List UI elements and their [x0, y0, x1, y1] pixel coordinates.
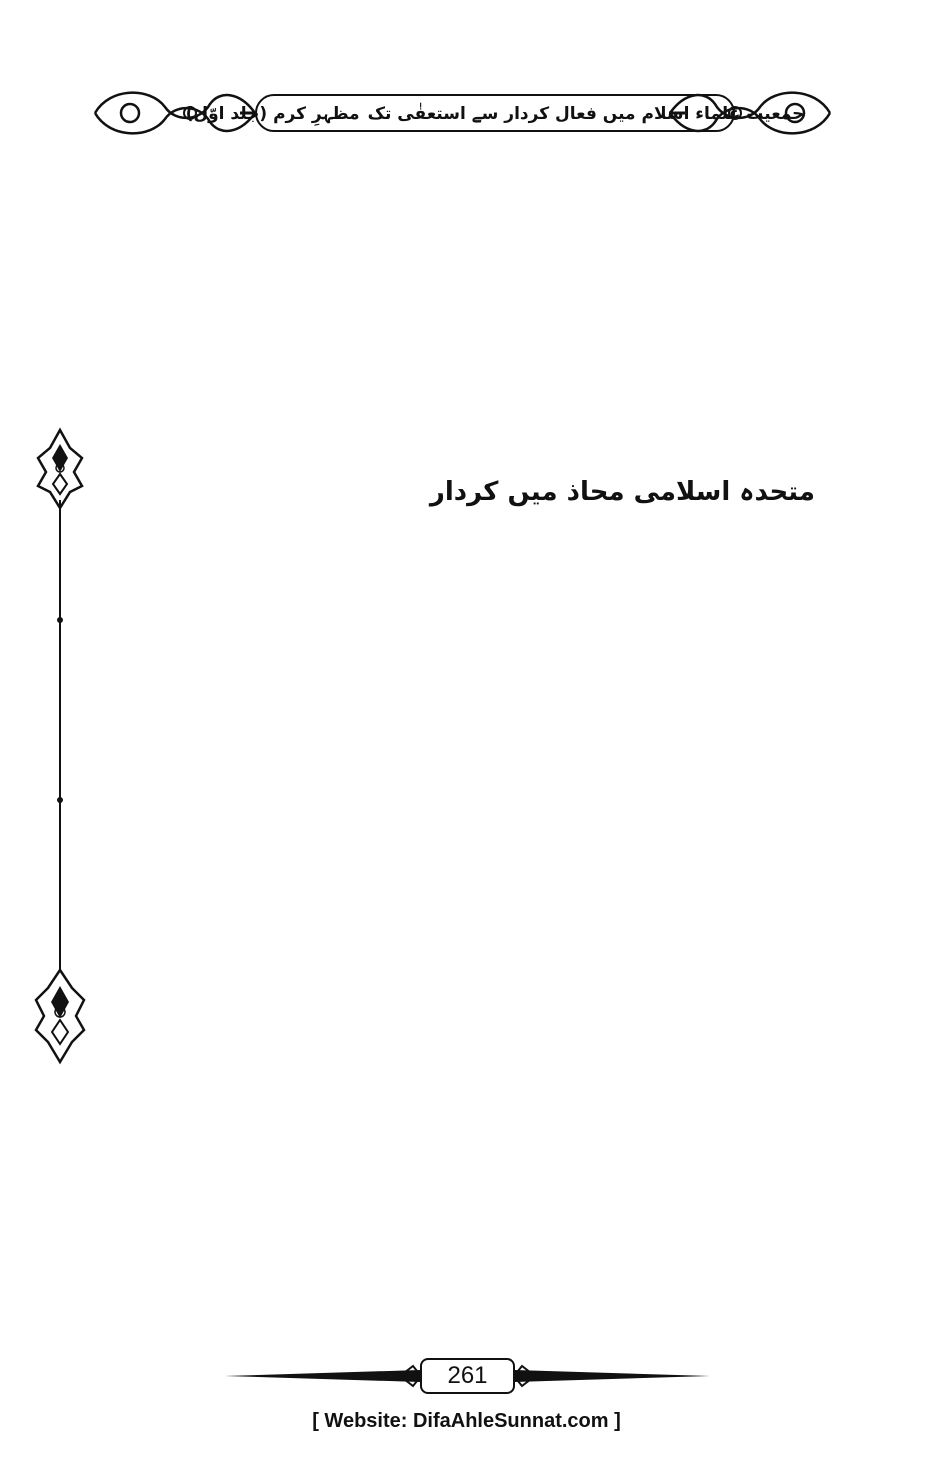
book-title: مظہرِ کرم (جلد اوّل) [185, 103, 360, 124]
header-title-frame [185, 94, 805, 132]
chapter-title: جمعیت علماء اسلام میں فعال کردار سے استعفٰی تک [367, 103, 805, 124]
page-number: 261 [420, 1358, 515, 1394]
website-footer: [ Website: DifaAhleSunnat.com ] [312, 1410, 621, 1432]
page-header [90, 82, 835, 144]
page-number-ornament [225, 1352, 710, 1402]
margin-ornament-icon [30, 430, 90, 1070]
section-heading: متحدہ اسلامی محاذ میں کردار [429, 477, 815, 507]
